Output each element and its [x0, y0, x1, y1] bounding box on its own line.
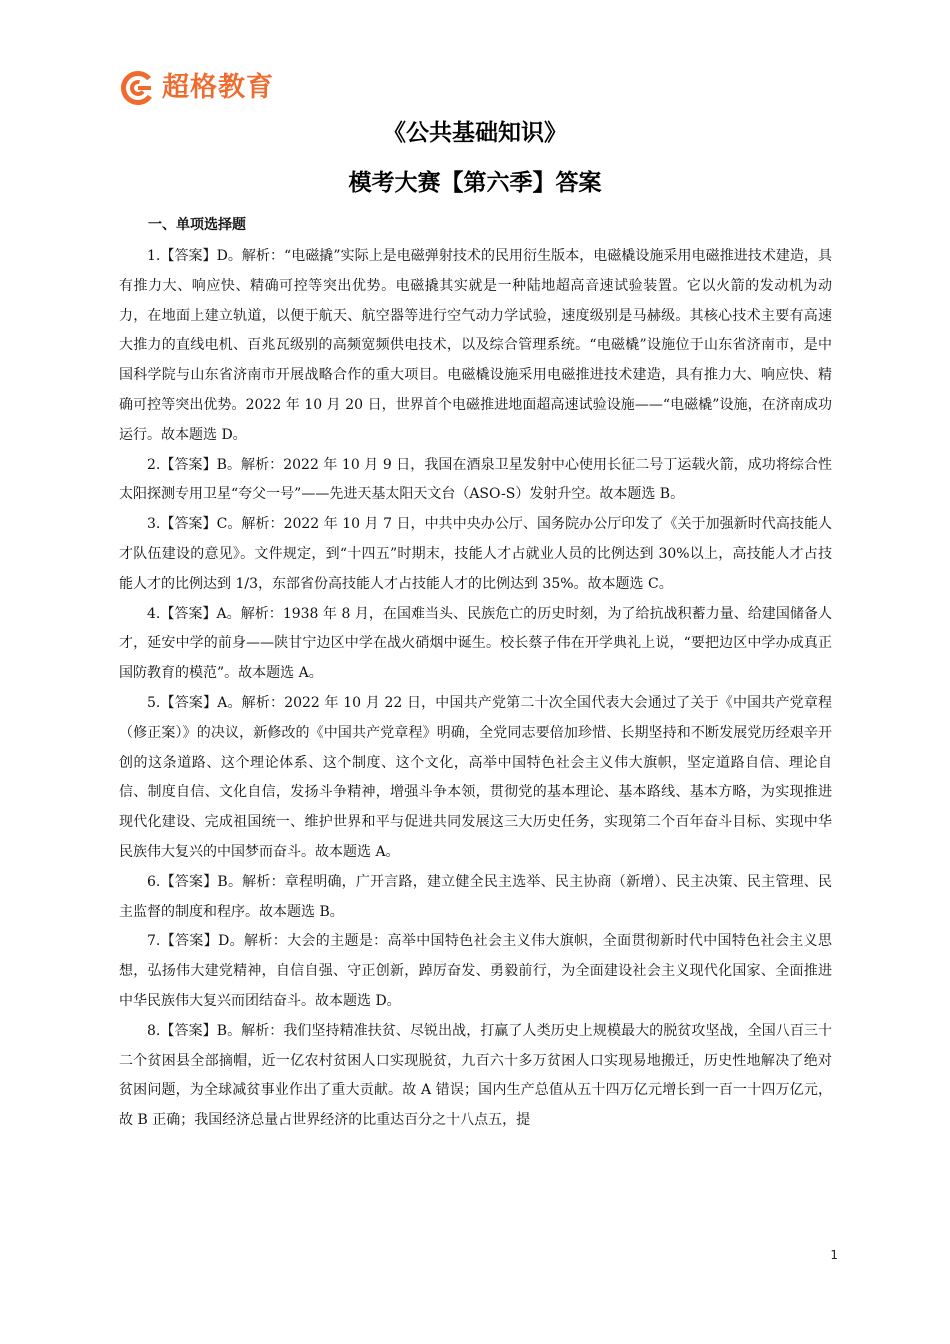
brand-logo-icon	[120, 70, 156, 106]
answer-paragraph-3: 3.【答案】C。解析：2022 年 10 月 7 日，中共中央办公厅、国务院办公厅印发了《关于加强新时代高技能人才队伍建设的意见》。文件规定，到“十四五”时期末，技能人才占就业人员的比例达到 30%以上，高技能人才占技能人才的比例达到 1/3，东部省份高技能人才占技能人才的比例达到 35%。故本题选 C。	[119, 516, 832, 592]
answer-list	[119, 242, 832, 1136]
answer-paragraph-5: 5.【答案】A。解析：2022 年 10 月 22 日，中国共产党第二十次全国代表大会通过了关于《中国共产党章程（修正案）》的决议，新修改的《中国共产党章程》明确，全党同志要倍加珍惜、长期坚持和不断发展党历经艰辛开创的这条道路、这个理论体系、这个制度、这个文化，高举中国特色社会主义伟大旗帜，坚定道路自信、理论自信、制度自信、文化自信，发扬斗争精神，增强斗争本领，贯彻党的基本理论、基本路线、基本方略，为实现推进现代化建设、完成祖国统一、维护世界和平与促进共同发展这三大历史任务，实现第二个百年奋斗目标、实现中华民族伟大复兴的中国梦而奋斗。故本题选 A。	[119, 694, 832, 860]
section-heading: 一、单项选择题	[148, 217, 246, 233]
answer-paragraph-2: 2.【答案】B。解析：2022 年 10 月 9 日，我国在酒泉卫星发射中心使用长征二号丁运载火箭，成功将综合性太阳探测专用卫星“夸父一号”——先进天基太阳天文台（ASO-S）发射升空。故本题选 B。	[119, 456, 832, 503]
answer-paragraph-1: 1.【答案】D。解析：“电磁撬”实际上是电磁弹射技术的民用衍生版本，电磁橇设施采用电磁推进技术建造，具有推力大、响应快、精确可控等突出优势。电磁撬其实就是一种陆地超高音速试验装置。它以火箭的发动机为动力，在地面上建立轨道，以便于航天、航空器等进行空气动力学试验，速度级别是马赫级。其核心技术主要有高速大推力的直线电机、百兆瓦级别的高频宽频供电技术，以及综合管理系统。“电磁橇”设施位于山东省济南市，是中国科学院与山东省济南市开展战略合作的重大项目。电磁橇设施采用电磁推进技术建造，具有推力大、响应快、精确可控等突出优势。2022 年 10 月 20 日，世界首个电磁推进地面超高速试验设施——“电磁橇”设施，在济南成功运行。故本题选 D。	[119, 248, 832, 443]
page-number: 1	[830, 1248, 838, 1262]
brand-logo	[120, 70, 274, 106]
answer-paragraph-7: 7.【答案】D。解析：大会的主题是：高举中国特色社会主义伟大旗帜，全面贯彻新时代中国特色社会主义思想，弘扬伟大建党精神，自信自强、守正创新，踔厉奋发、勇毅前行，为全面建设社会主义现代化国家、全面推进中华民族伟大复兴而团结奋斗。故本题选 D。	[119, 933, 832, 1009]
answer-paragraph-4: 4.【答案】A。解析：1938 年 8 月，在国难当头、民族危亡的历史时刻，为了给抗战积蓄力量、给建国储备人才，延安中学的前身——陕甘宁边区中学在战火硝烟中诞生。校长蔡子伟在开学典礼上说，“要把边区中学办成真正国防教育的模范”。故本题选 A。	[119, 605, 832, 682]
brand-name: 超格教育	[162, 72, 274, 103]
answer-paragraph-8: 8.【答案】B。解析：我们坚持精准扶贫、尽锐出战，打赢了人类历史上规模最大的脱贫攻坚战，全国八百三十二个贫困县全部摘帽，近一亿农村贫困人口实现脱贫，九百六十多万贫困人口实现易地搬迁，历史性地解决了绝对贫困问题，为全球减贫事业作出了重大贡献。故 A 错误；国内生产总值从五十四万亿元增长到一百一十四万亿元，故 B 正确；我国经济总量占世界经济的比重达百分之十八点五，提	[119, 1022, 832, 1129]
answer-paragraph-6: 6.【答案】B。解析：章程明确，广开言路，建立健全民主选举、民主协商（新增）、民主决策、民主管理、民主监督的制度和程序。故本题选 B。	[119, 873, 832, 920]
document-title: 《公共基础知识》	[383, 120, 567, 146]
document-subtitle: 模考大赛【第六季】答案	[348, 170, 602, 196]
